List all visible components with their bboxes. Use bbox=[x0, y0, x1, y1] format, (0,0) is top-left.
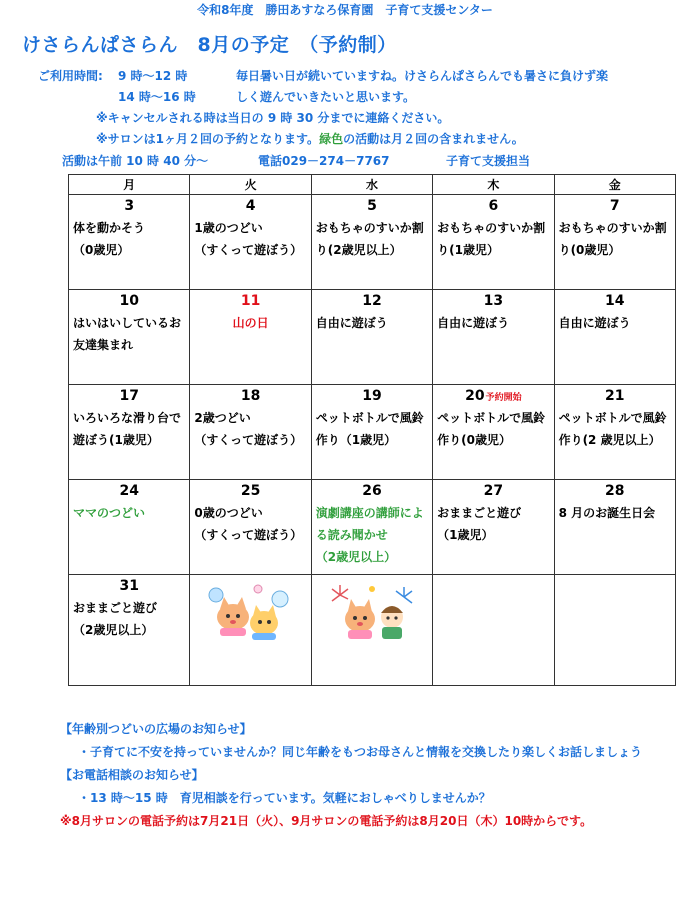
calendar-day-cell bbox=[190, 385, 311, 480]
day-activity: ペットボトルで風鈴作り(0歳児） bbox=[437, 411, 546, 447]
day-number: 26 bbox=[362, 483, 382, 499]
activity-time: 活動は午前 10 時 40 分～ bbox=[62, 154, 209, 168]
day-number bbox=[433, 385, 553, 407]
calendar-day-cell bbox=[311, 290, 432, 385]
weekday-thu: 木 bbox=[433, 175, 554, 195]
day-number: 25 bbox=[240, 483, 261, 499]
calendar-table bbox=[68, 174, 676, 686]
weekday-mon: 月 bbox=[69, 175, 190, 195]
day-activity-green: ママのつどい bbox=[73, 506, 146, 520]
day-activity: 0歳のつどい （すくって遊ぼう） bbox=[194, 506, 303, 542]
calendar-week bbox=[69, 480, 676, 575]
day-activity: 2歳つどい （すくって遊ぼう） bbox=[194, 411, 303, 447]
calendar-day-cell bbox=[69, 575, 190, 686]
salon-note-pre: ※サロンは1ヶ月２回の予約となります。 bbox=[96, 132, 320, 146]
day-activity: 自由に遊ぼう bbox=[558, 316, 631, 330]
day-activity-green: 演劇講座の講師による読み聞かせ （2歳児以上） bbox=[315, 506, 424, 564]
calendar-week bbox=[69, 290, 676, 385]
day-activity: おままごと遊び （2歳児以上） bbox=[73, 601, 158, 637]
day-number: 19 bbox=[362, 388, 382, 404]
day-activity: いろいろな滑り台で遊ぼう(1歳児） bbox=[73, 411, 182, 447]
calendar-day-cell bbox=[433, 480, 554, 575]
calendar-day-cell bbox=[69, 290, 190, 385]
day-activity: 自由に遊ぼう bbox=[315, 316, 388, 330]
calendar-day-cell bbox=[190, 290, 311, 385]
calendar-empty-cell bbox=[190, 575, 311, 686]
calendar-day-cell bbox=[554, 195, 675, 290]
calendar-day-cell bbox=[190, 195, 311, 290]
day-activity: ペットボトルで風鈴作り（1歳児） bbox=[315, 411, 424, 447]
day-number: 31 bbox=[119, 578, 139, 594]
day-activity: おもちゃのすいか割り(1歳児） bbox=[437, 221, 546, 257]
day-activity: おもちゃのすいか割り(2歳児以上） bbox=[315, 221, 424, 257]
day-activity: ペットボトルで風鈴作り(2 歳児以上） bbox=[558, 411, 667, 447]
day-activity: 8 月のお誕生日会 bbox=[558, 506, 656, 520]
calendar-day-cell bbox=[190, 480, 311, 575]
weekday-fri: 金 bbox=[554, 175, 675, 195]
phone-consult-body: ・13 時～15 時 育児相談を行っています。気軽におしゃべりしませんか？ bbox=[78, 791, 491, 805]
calendar-day-cell bbox=[433, 385, 554, 480]
cat-bubbles-illustration bbox=[190, 575, 310, 645]
calendar-week bbox=[69, 385, 676, 480]
day-number: 13 bbox=[483, 293, 504, 309]
day-number: 17 bbox=[119, 388, 139, 404]
weekday-tue: 火 bbox=[190, 175, 311, 195]
calendar-week bbox=[69, 575, 676, 686]
day-number: 21 bbox=[605, 388, 625, 404]
calendar-day-cell bbox=[433, 290, 554, 385]
staff-label: 子育て支援担当 bbox=[446, 154, 531, 168]
greeting-line-1: 毎日暑い日が続いていますね。けさらんぱさらんでも暑さに負けず楽 bbox=[236, 69, 609, 83]
day-activity: おままごと遊び （1歳児） bbox=[437, 506, 522, 542]
day-number: 10 bbox=[119, 293, 139, 309]
day-activity: おもちゃのすいか割り(0歳児） bbox=[558, 221, 667, 257]
greeting-line-2: しく遊んでいきたいと思います。 bbox=[236, 90, 416, 104]
calendar-day-cell bbox=[69, 385, 190, 480]
weekday-wed: 水 bbox=[311, 175, 432, 195]
phone-consult-heading: 【お電話相談のお知らせ】 bbox=[60, 768, 204, 782]
day-number-holiday: 11 bbox=[240, 293, 261, 309]
holiday-label: 山の日 bbox=[232, 316, 269, 330]
phone-number: 電話029－274－7767 bbox=[258, 154, 390, 168]
calendar-day-cell bbox=[554, 385, 675, 480]
day-number: 4 bbox=[245, 198, 256, 214]
day-number: 27 bbox=[483, 483, 504, 499]
calendar-empty-cell bbox=[554, 575, 675, 686]
calendar-week bbox=[69, 195, 676, 290]
calendar-day-cell bbox=[554, 290, 675, 385]
day-number: 5 bbox=[367, 198, 377, 214]
calendar-day-cell bbox=[433, 195, 554, 290]
day-number: 14 bbox=[605, 293, 625, 309]
calendar-day-cell bbox=[311, 195, 432, 290]
calendar-day-cell bbox=[311, 385, 432, 480]
page-title: けさらんぱさらん 8月の予定 （予約制） bbox=[22, 34, 397, 56]
calendar-empty-cell bbox=[311, 575, 432, 686]
calendar-day-cell bbox=[554, 480, 675, 575]
day-activity: 1歳のつどい （すくって遊ぼう） bbox=[194, 221, 303, 257]
day-number: 12 bbox=[362, 293, 382, 309]
salon-note-green: 緑色 bbox=[319, 132, 344, 146]
hours-label: ご利用時間: bbox=[38, 69, 103, 83]
calendar-day-cell bbox=[69, 480, 190, 575]
salon-note bbox=[96, 130, 524, 147]
notices-section bbox=[60, 718, 642, 833]
calendar-empty-cell bbox=[433, 575, 554, 686]
day-number: 24 bbox=[119, 483, 139, 499]
day-number: 28 bbox=[605, 483, 625, 499]
day-number: 18 bbox=[240, 388, 261, 404]
day-number: 6 bbox=[488, 198, 499, 214]
reservation-note: ※8月サロンの電話予約は7月21日（火）、9月サロンの電話予約は8月20日（木）10時からです。 bbox=[60, 814, 593, 828]
cancel-note: ※キャンセルされる時は当日の 9 時 30 分までに連絡ください。 bbox=[96, 111, 450, 125]
day-activity: はいはいしているお友達集まれ bbox=[73, 316, 182, 352]
cat-fireworks-illustration bbox=[312, 575, 432, 645]
reservation-start-badge: 予約開始 bbox=[485, 393, 522, 403]
day-activity: 自由に遊ぼう bbox=[437, 316, 510, 330]
day-number: 7 bbox=[609, 198, 620, 214]
day-number: 3 bbox=[124, 198, 135, 214]
age-gathering-heading: 【年齢別つどいの広場のお知らせ】 bbox=[60, 722, 252, 736]
day-number-value: 20 bbox=[465, 388, 485, 404]
calendar-day-cell bbox=[311, 480, 432, 575]
hours-morning: 9 時～12 時 bbox=[118, 69, 188, 83]
age-gathering-body: ・子育てに不安を持っていませんか？同じ年齢をもつお母さんと情報を交換したり楽しくお話しましょう bbox=[78, 745, 643, 759]
day-activity: 体を動かそう （0歳児） bbox=[73, 221, 146, 257]
hours-afternoon: 14 時～16 時 bbox=[118, 90, 196, 104]
weekday-header-row bbox=[69, 175, 676, 195]
salon-note-post: の活動は月２回の含まれません。 bbox=[343, 132, 524, 146]
calendar-day-cell bbox=[69, 195, 190, 290]
org-line: 令和8年度 勝田あすなろ保育園 子育て支援センター bbox=[197, 3, 493, 17]
